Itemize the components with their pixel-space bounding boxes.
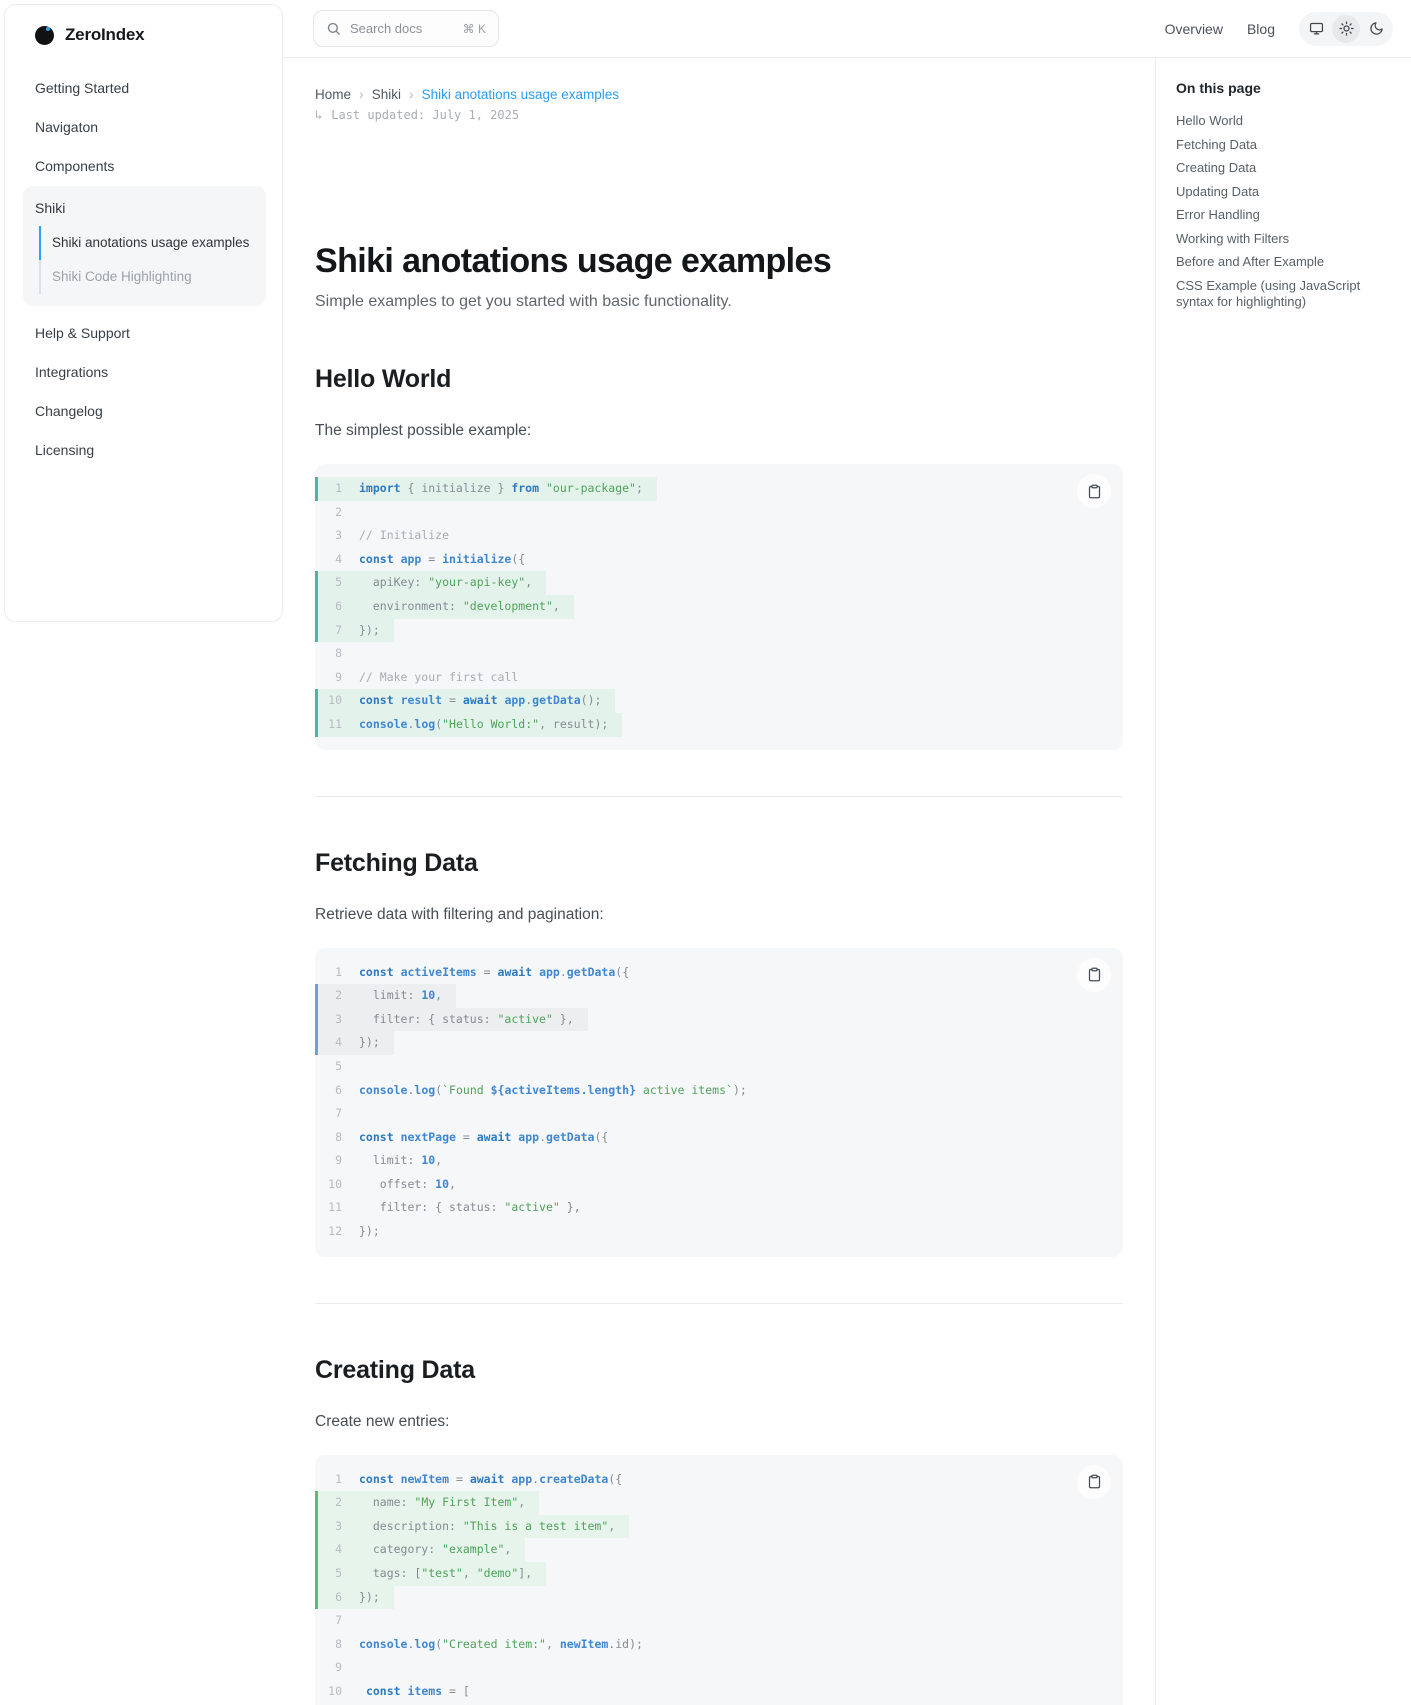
line-number: 10 <box>328 693 342 708</box>
code-text: console.log("Hello World:", result); <box>359 716 609 731</box>
code-line <box>315 1538 525 1562</box>
return-arrow-icon: ↳ <box>315 108 323 122</box>
breadcrumb-item-home[interactable]: Home <box>315 86 352 102</box>
code-line <box>315 1102 373 1126</box>
sidebar-nav-bottom <box>5 314 282 470</box>
code-block-fetching-data <box>315 948 1123 1257</box>
line-number: 12 <box>328 1224 342 1239</box>
code-text: }); <box>359 1224 380 1239</box>
sidebar-item-changelog[interactable]: Changelog <box>35 403 103 419</box>
sidebar <box>4 4 283 622</box>
copy-code-button[interactable] <box>1077 958 1111 992</box>
code-block-creating-data <box>315 1455 1123 1705</box>
code-line <box>315 524 463 548</box>
line-number: 5 <box>335 1058 342 1073</box>
copy-code-button[interactable] <box>1077 1465 1111 1499</box>
code-line <box>315 961 643 985</box>
code-line <box>315 1196 595 1220</box>
last-updated-text: Last updated: July 1, 2025 <box>331 108 520 122</box>
line-number: 11 <box>328 1200 342 1215</box>
section-fetching-data <box>315 849 1123 1257</box>
line-number: 8 <box>335 1129 342 1144</box>
breadcrumb-separator: › <box>359 86 364 102</box>
toc-list <box>1176 113 1391 311</box>
code-text: description: "This is a test item", <box>359 1518 616 1533</box>
toc-item-error-handling[interactable]: Error Handling <box>1176 207 1260 222</box>
code-line <box>315 1126 622 1150</box>
code-text: apiKey: "your-api-key", <box>359 575 533 590</box>
line-number: 8 <box>335 646 342 661</box>
main-column <box>283 0 1411 1705</box>
sidebar-item-licensing[interactable]: Licensing <box>35 442 95 458</box>
toc-item-updating-data[interactable]: Updating Data <box>1176 183 1260 199</box>
code-line <box>315 1220 394 1244</box>
line-number: 5 <box>335 1566 342 1581</box>
brand[interactable] <box>5 5 282 45</box>
overview-link[interactable]: Overview <box>1164 20 1223 37</box>
sidebar-group-shiki <box>23 186 266 306</box>
code-text: const nextPage = await app.getData({ <box>359 1129 609 1144</box>
line-number: 4 <box>335 1542 342 1557</box>
line-number: 4 <box>335 1035 342 1050</box>
line-number: 9 <box>335 1660 342 1675</box>
code-text: environment: "development", <box>359 598 560 613</box>
display-icon <box>1309 21 1324 36</box>
last-updated <box>315 108 1123 122</box>
search-shortcut: ⌘ K <box>462 21 486 36</box>
search-input[interactable] <box>313 10 499 47</box>
code-text: }); <box>359 1035 380 1050</box>
line-number: 1 <box>335 1471 342 1486</box>
line-number: 3 <box>335 1518 342 1533</box>
code-text: const activeItems = await app.getData({ <box>359 964 630 979</box>
code-line <box>315 1031 394 1055</box>
toc-title: On this page <box>1176 80 1261 96</box>
code-line <box>315 984 456 1008</box>
code-text: }); <box>359 622 380 637</box>
section-heading-creating-data: Creating Data <box>315 1355 475 1384</box>
code-text: tags: ["test", "demo"], <box>359 1566 533 1581</box>
toc-item-css-example-using-javascript-syntax-for-highlighting[interactable]: CSS Example (using JavaScript syntax for highlighting) <box>1176 277 1361 309</box>
blog-link[interactable]: Blog <box>1246 20 1275 37</box>
line-number: 1 <box>335 964 342 979</box>
content-row <box>283 58 1411 1705</box>
code-text: filter: { status: "active" }, <box>359 1011 574 1026</box>
code-text: // Make your first call <box>359 669 519 684</box>
line-number: 7 <box>335 1106 342 1121</box>
line-number: 4 <box>335 551 342 566</box>
toc-item-hello-world[interactable]: Hello World <box>1176 113 1243 128</box>
line-number: 10 <box>328 1176 342 1191</box>
code-line <box>315 1656 373 1680</box>
sidebar-group-children <box>23 226 266 294</box>
sidebar-subitem-shiki-code-highlighting[interactable]: Shiki Code Highlighting <box>39 260 266 294</box>
line-number: 6 <box>335 1082 342 1097</box>
code-text: import { initialize } from "our-package"; <box>359 481 643 495</box>
line-number: 6 <box>335 598 342 613</box>
code-line <box>315 1173 470 1197</box>
section-divider <box>315 796 1123 797</box>
code-line <box>315 1468 636 1492</box>
line-number: 7 <box>335 622 342 637</box>
section-heading-hello-world: Hello World <box>315 365 452 393</box>
code-line <box>315 619 394 643</box>
code-line <box>315 1055 373 1079</box>
code-line <box>315 689 615 713</box>
line-number: 1 <box>335 481 342 495</box>
line-number: 5 <box>335 575 342 590</box>
article <box>283 58 1155 1705</box>
search-placeholder: Search docs <box>350 21 423 36</box>
code-text: const app = initialize({ <box>359 551 526 566</box>
moon-icon <box>1369 21 1384 36</box>
code-line <box>315 548 539 572</box>
code-block-hello-world <box>315 464 1123 750</box>
line-number: 6 <box>335 1589 342 1604</box>
code-text: console.log("Created item:", newItem.id); <box>359 1636 643 1651</box>
top-bar-right <box>1165 12 1393 46</box>
breadcrumb-separator: › <box>408 86 414 102</box>
sun-icon <box>1339 21 1354 36</box>
copy-code-button[interactable] <box>1077 474 1111 508</box>
toc-item-creating-data[interactable]: Creating Data <box>1176 160 1257 175</box>
clipboard-icon <box>1087 967 1102 982</box>
section-hello-world <box>315 365 1123 750</box>
line-number: 9 <box>335 1153 342 1168</box>
code-line <box>315 1008 588 1032</box>
code-line <box>315 501 373 525</box>
breadcrumb <box>315 86 1123 102</box>
code-line <box>315 1633 657 1657</box>
line-number: 10 <box>328 1684 342 1698</box>
code-line <box>315 642 373 666</box>
code-line <box>315 571 546 595</box>
code-line <box>315 1149 456 1173</box>
line-number: 3 <box>335 528 342 543</box>
theme-switcher <box>1299 12 1393 46</box>
toc-item-before-and-after-example[interactable]: Before and After Example <box>1176 254 1325 269</box>
sidebar-item-help-support[interactable]: Help & Support <box>35 325 130 341</box>
sidebar-item-shiki[interactable]: Shiki <box>35 200 66 216</box>
clipboard-icon <box>1087 484 1102 499</box>
code-line <box>315 713 622 737</box>
sidebar-item-integrations[interactable]: Integrations <box>35 364 109 380</box>
breadcrumb-item-shiki[interactable]: Shiki <box>371 86 401 102</box>
search-icon <box>326 21 341 36</box>
page-subtitle: Simple examples to get you started with basic functionality. <box>315 293 732 310</box>
line-number: 3 <box>335 1011 342 1026</box>
code-lines <box>315 1468 1123 1704</box>
sections-container <box>315 365 1123 1705</box>
system-theme-button[interactable] <box>1302 15 1330 43</box>
code-text: const items = [ <box>365 1684 470 1698</box>
code-line <box>315 1491 539 1515</box>
line-number: 9 <box>335 669 342 684</box>
code-line <box>315 1515 629 1539</box>
toc-item-fetching-data[interactable]: Fetching Data <box>1176 136 1257 152</box>
on-this-page <box>1155 58 1411 1705</box>
code-text: console.log(`Found ${activeItems.length} active items`); <box>359 1082 747 1097</box>
sidebar-subitem-shiki-anotations-usage-examples[interactable]: Shiki anotations usage examples <box>39 226 266 260</box>
code-text: const result = await app.getData(); <box>359 693 602 708</box>
section-heading-fetching-data: Fetching Data <box>315 848 478 877</box>
code-lines <box>315 961 1123 1244</box>
line-number: 2 <box>335 504 342 519</box>
code-lines <box>315 477 1123 737</box>
section-creating-data <box>315 1356 1123 1705</box>
clipboard-icon <box>1087 1474 1102 1489</box>
brand-name: ZeroIndex <box>65 25 145 44</box>
sidebar-item-components[interactable]: Components <box>35 158 115 174</box>
code-text: category: "example", <box>359 1542 512 1557</box>
code-line <box>315 1680 484 1704</box>
code-line <box>315 1609 373 1633</box>
code-text: filter: { status: "active" }, <box>359 1200 581 1215</box>
line-number: 11 <box>328 716 342 731</box>
breadcrumb-item-shiki-anotations-usage-examples[interactable]: Shiki anotations usage examples <box>421 86 619 102</box>
code-line <box>315 1562 546 1586</box>
code-line <box>315 666 532 690</box>
code-line <box>315 595 574 619</box>
code-line <box>315 477 657 501</box>
section-divider <box>315 1303 1123 1304</box>
line-number: 7 <box>335 1613 342 1628</box>
line-number: 8 <box>335 1636 342 1651</box>
top-bar <box>283 0 1411 58</box>
code-text: name: "My First Item", <box>359 1495 526 1510</box>
dark-theme-button[interactable] <box>1362 15 1390 43</box>
code-text: limit: 10, <box>359 988 443 1003</box>
code-text: }); <box>359 1589 380 1604</box>
line-number: 2 <box>335 1495 342 1510</box>
code-text: // Initialize <box>359 528 450 543</box>
page-title: Shiki anotations usage examples <box>315 242 832 280</box>
code-text: offset: 10, <box>359 1176 456 1191</box>
code-text: limit: 10, <box>359 1153 443 1168</box>
section-intro-fetching-data: Retrieve data with filtering and pagination: <box>315 905 604 923</box>
sidebar-nav-top <box>5 69 282 186</box>
code-line <box>315 1586 394 1610</box>
toc-item-working-with-filters[interactable]: Working with Filters <box>1176 230 1290 246</box>
code-text: const newItem = await app.createData({ <box>359 1471 623 1486</box>
section-intro-hello-world: The simplest possible example: <box>315 422 532 439</box>
line-number: 2 <box>335 988 342 1003</box>
code-line <box>315 1079 761 1103</box>
sidebar-item-navigaton[interactable]: Navigaton <box>35 119 99 135</box>
sidebar-item-getting-started[interactable]: Getting Started <box>35 80 130 96</box>
brand-logo-icon <box>35 26 54 45</box>
section-intro-creating-data: Create new entries: <box>315 1412 450 1430</box>
light-theme-button[interactable] <box>1332 15 1360 43</box>
